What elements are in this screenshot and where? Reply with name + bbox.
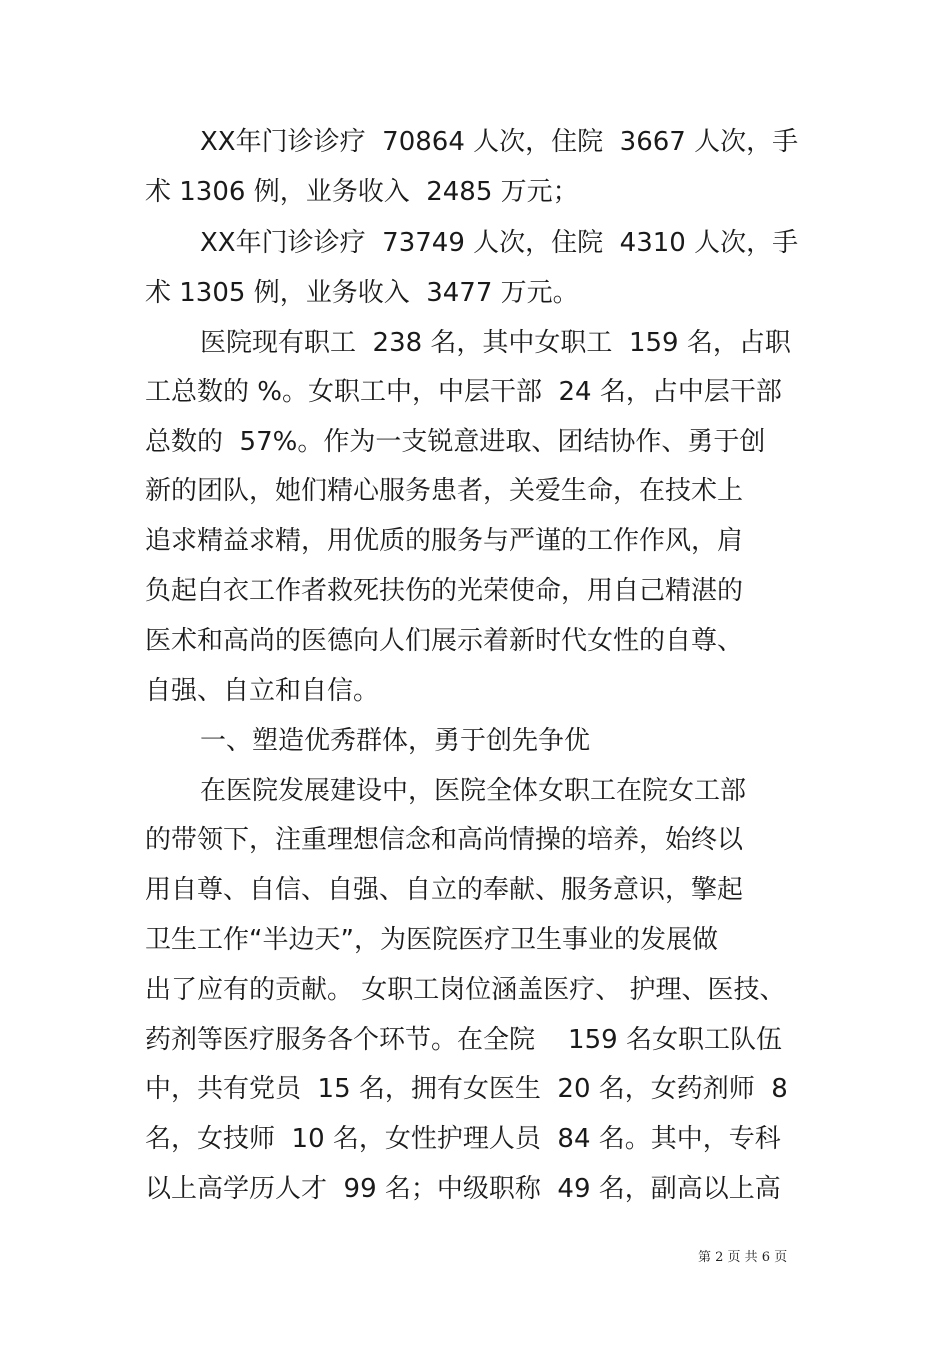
paragraph-line: 药剂等医疗服务各个环节。在全院 159 名女职工队伍: [145, 1025, 782, 1055]
paragraph-line: 术 1305 例，业务收入 3477 万元。: [145, 278, 579, 308]
section-heading: 一、塑造优秀群体，勇于创先争优: [200, 726, 591, 756]
page-number-footer: 第 2 页 共 6 页: [698, 1250, 788, 1265]
paragraph-line: 中，共有党员 15 名，拥有女医生 20 名，女药剂师 8: [145, 1074, 788, 1104]
paragraph-line: 术 1306 例，业务收入 2485 万元；: [145, 177, 579, 207]
paragraph-line: 工总数的 %。女职工中，中层干部 24 名，占中层干部: [145, 377, 782, 407]
paragraph-line: XX年门诊诊疗 70864 人次，住院 3667 人次，手: [200, 127, 799, 157]
paragraph-line: 出了应有的贡献。 女职工岗位涵盖医疗、 护理、医技、: [145, 975, 786, 1005]
paragraph-line: XX年门诊诊疗 73749 人次，住院 4310 人次，手: [200, 228, 799, 258]
paragraph-line: 医院现有职工 238 名，其中女职工 159 名，占职: [200, 328, 791, 358]
paragraph-line: 的带领下，注重理想信念和高尚情操的培养，始终以: [145, 825, 744, 855]
paragraph-line: 负起白衣工作者救死扶伤的光荣使命，用自己精湛的: [145, 576, 744, 606]
paragraph-line: 以上高学历人才 99 名；中级职称 49 名，副高以上高: [145, 1174, 781, 1204]
paragraph-line: 追求精益求精，用优质的服务与严谨的工作作风，肩: [145, 526, 744, 556]
paragraph-line: 在医院发展建设中，医院全体女职工在院女工部: [200, 776, 747, 806]
paragraph-line: 用自尊、自信、自强、自立的奉献、服务意识，擎起: [145, 875, 744, 905]
paragraph-line: 卫生工作“半边天”，为医院医疗卫生事业的发展做: [145, 925, 718, 955]
paragraph-line: 总数的 57%。作为一支锐意进取、团结协作、勇于创: [145, 427, 766, 457]
paragraph-line: 新的团队，她们精心服务患者，关爱生命，在技术上: [145, 476, 744, 506]
paragraph-line: 医术和高尚的医德向人们展示着新时代女性的自尊、: [145, 626, 744, 656]
paragraph-line: 名，女技师 10 名，女性护理人员 84 名。其中，专科: [145, 1124, 781, 1154]
paragraph-line: 自强、自立和自信。: [145, 676, 380, 706]
